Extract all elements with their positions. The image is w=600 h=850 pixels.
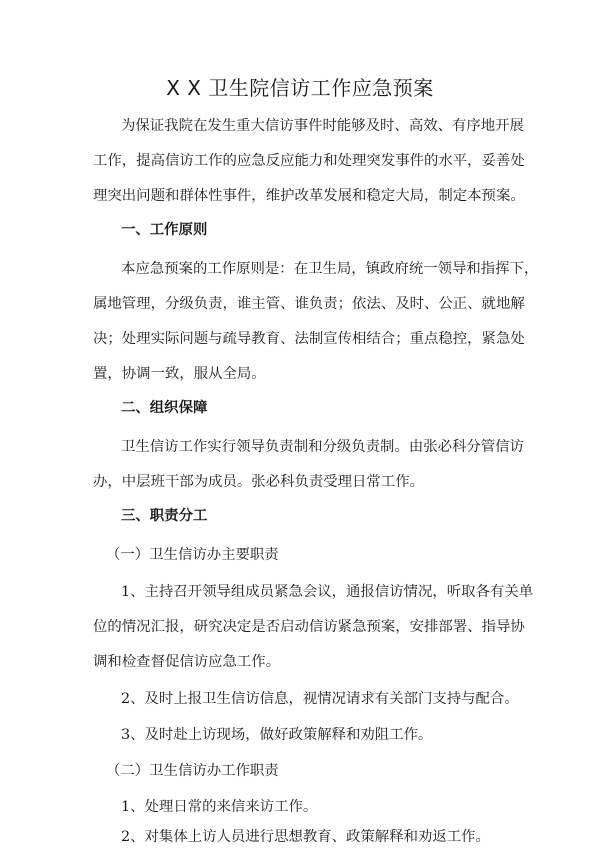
main-duty-1-line-1: 1、主持召开领导组成员紧急会议，通报信访情况，听取各有关单 <box>121 584 534 600</box>
section-heading-principles: 一、工作原则 <box>121 222 208 238</box>
subsection-heading-main-duties: （一）卫生信访办主要职责 <box>106 547 279 563</box>
work-duty-1: 1、处理日常的来信来访工作。 <box>121 799 318 815</box>
principles-line-2: 属地管理，分级负责，谁主管、谁负责；依法、及时、公正、就地解 <box>93 296 525 312</box>
document-title: X X 卫生院信访工作应急预案 <box>166 76 434 100</box>
work-duty-2: 2、对集体上访人员进行思想教育、政策解释和劝返工作。 <box>121 829 490 845</box>
intro-line-2: 工作，提高信访工作的应急反应能力和处理突发事件的水平，妥善处 <box>93 153 525 169</box>
organization-line-1: 卫生信访工作实行领导负责制和分级负责制。由张必科分管信访 <box>121 439 524 455</box>
main-duty-1-line-2: 位的情况汇报，研究决定是否启动信访紧急预案，安排部署、指导协 <box>93 619 525 635</box>
section-heading-duties: 三、职责分工 <box>121 508 208 524</box>
intro-line-1: 为保证我院在发生重大信访事件时能够及时、高效、有序地开展 <box>121 118 524 134</box>
main-duty-1-line-3: 调和检查督促信访应急工作。 <box>93 654 281 670</box>
principles-line-4: 置，协调一致，服从全局。 <box>93 366 266 382</box>
main-duty-3: 3、及时赴上访现场，做好政策解释和劝阻工作。 <box>121 727 433 743</box>
main-duty-2: 2、及时上报卫生信访信息，视情况请求有关部门支持与配合。 <box>121 691 519 707</box>
principles-line-1: 本应急预案的工作原则是：在卫生局，镇政府统一领导和指挥下， <box>121 261 539 277</box>
intro-line-3: 理突出问题和群体性事件，维护改革发展和稳定大局，制定本预案。 <box>93 188 525 204</box>
subsection-heading-work-duties: （二）卫生信访办工作职责 <box>106 763 279 779</box>
organization-line-2: 办，中层班干部为成员。张必科负责受理日常工作。 <box>93 474 424 490</box>
principles-line-3: 决；处理实际问题与疏导教育、法制宣传相结合；重点稳控，紧急处 <box>93 331 525 347</box>
section-heading-organization: 二、组织保障 <box>121 400 208 416</box>
